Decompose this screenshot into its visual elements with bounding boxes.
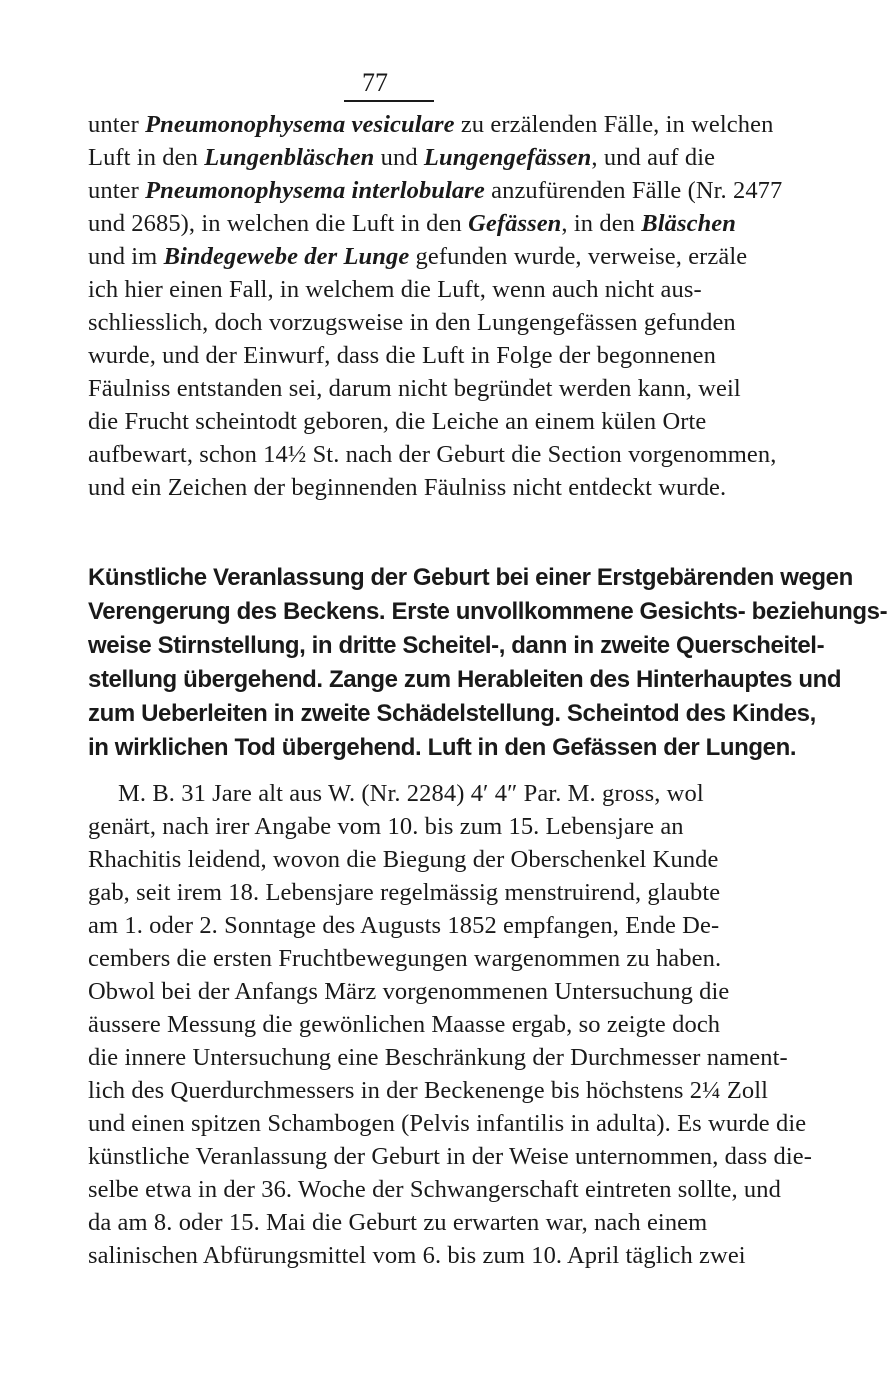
text-line: unter Pneumonophysema vesiculare zu erzälenden Fälle, in welchen <box>88 111 774 138</box>
text-line: selbe etwa in der 36. Woche der Schwangerschaft eintreten sollte, und <box>88 1176 781 1203</box>
section-heading-line: stellung übergehend. Zange zum Herableiten des Hinterhauptes und <box>88 666 842 693</box>
text-line: künstliche Veranlassung der Geburt in der Weise unternommen, dass die- <box>88 1143 812 1170</box>
page-number: 77 <box>362 68 388 97</box>
text-line: äussere Messung die gewönlichen Maasse ergab, so zeigte doch <box>88 1011 721 1038</box>
section-heading-line: in wirklichen Tod übergehend. Luft in den Gefässen der Lungen. <box>88 734 797 761</box>
text-line: aufbewart, schon 14½ St. nach der Geburt die Section vorgenommen, <box>88 441 777 468</box>
text-line: cembers die ersten Fruchtbewegungen wargenommen zu haben. <box>88 945 722 972</box>
text-line: und ein Zeichen der beginnenden Fäulniss nicht entdeckt wurde. <box>88 474 727 501</box>
section-heading-line: Verengerung des Beckens. Erste unvollkommene Gesichts- beziehungs- <box>88 598 887 625</box>
section-heading-line: zum Ueberleiten in zweite Schädelstellung. Scheintod des Kindes, <box>88 700 816 727</box>
text-line: unter Pneumonophysema interlobulare anzufürenden Fälle (Nr. 2477 <box>88 177 783 204</box>
text-line: wurde, und der Einwurf, dass die Luft in Folge der begonnenen <box>88 342 716 369</box>
header-rule <box>344 100 434 102</box>
text-line: und 2685), in welchen die Luft in den Gefässen, in den Bläschen <box>88 210 736 237</box>
text-line: die innere Untersuchung eine Beschränkung der Durchmesser nament- <box>88 1044 788 1071</box>
section-heading-line: weise Stirnstellung, in dritte Scheitel-, dann in zweite Querscheitel- <box>88 632 825 659</box>
text-line: Rhachitis leidend, wovon die Biegung der Oberschenkel Kunde <box>88 846 719 873</box>
text-line: die Frucht scheintodt geboren, die Leiche an einem külen Orte <box>88 408 707 435</box>
text-line: und einen spitzen Schambogen (Pelvis infantilis in adulta). Es wurde die <box>88 1110 807 1137</box>
text-line: genärt, nach irer Angabe vom 10. bis zum 15. Lebensjare an <box>88 813 684 840</box>
text-line: und im Bindegewebe der Lunge gefunden wurde, verweise, erzäle <box>88 243 748 270</box>
text-line: am 1. oder 2. Sonntage des Augusts 1852 empfangen, Ende De- <box>88 912 720 939</box>
text-line: ich hier einen Fall, in welchem die Luft, wenn auch nicht aus- <box>88 276 702 303</box>
section-heading-line: Künstliche Veranlassung der Geburt bei einer Erstgebärenden wegen <box>88 564 853 591</box>
text-line: gab, seit irem 18. Lebensjare regelmässig menstruirend, glaubte <box>88 879 721 906</box>
text-line: da am 8. oder 15. Mai die Geburt zu erwarten war, nach einem <box>88 1209 708 1236</box>
text-line: salinischen Abfürungsmittel vom 6. bis zum 10. April täglich zwei <box>88 1242 746 1269</box>
text-line: schliesslich, doch vorzugsweise in den Lungengefässen gefunden <box>88 309 736 336</box>
text-line: lich des Querdurchmessers in der Beckenenge bis höchstens 2¼ Zoll <box>88 1077 769 1104</box>
text-line: Luft in den Lungenbläschen und Lungengefässen, und auf die <box>88 144 716 171</box>
text-line: Obwol bei der Anfangs März vorgenommenen Untersuchung die <box>88 978 730 1005</box>
text-line: Fäulniss entstanden sei, darum nicht begründet werden kann, weil <box>88 375 741 402</box>
text-line: M. B. 31 Jare alt aus W. (Nr. 2284) 4′ 4″ Par. M. gross, wol <box>118 780 704 807</box>
